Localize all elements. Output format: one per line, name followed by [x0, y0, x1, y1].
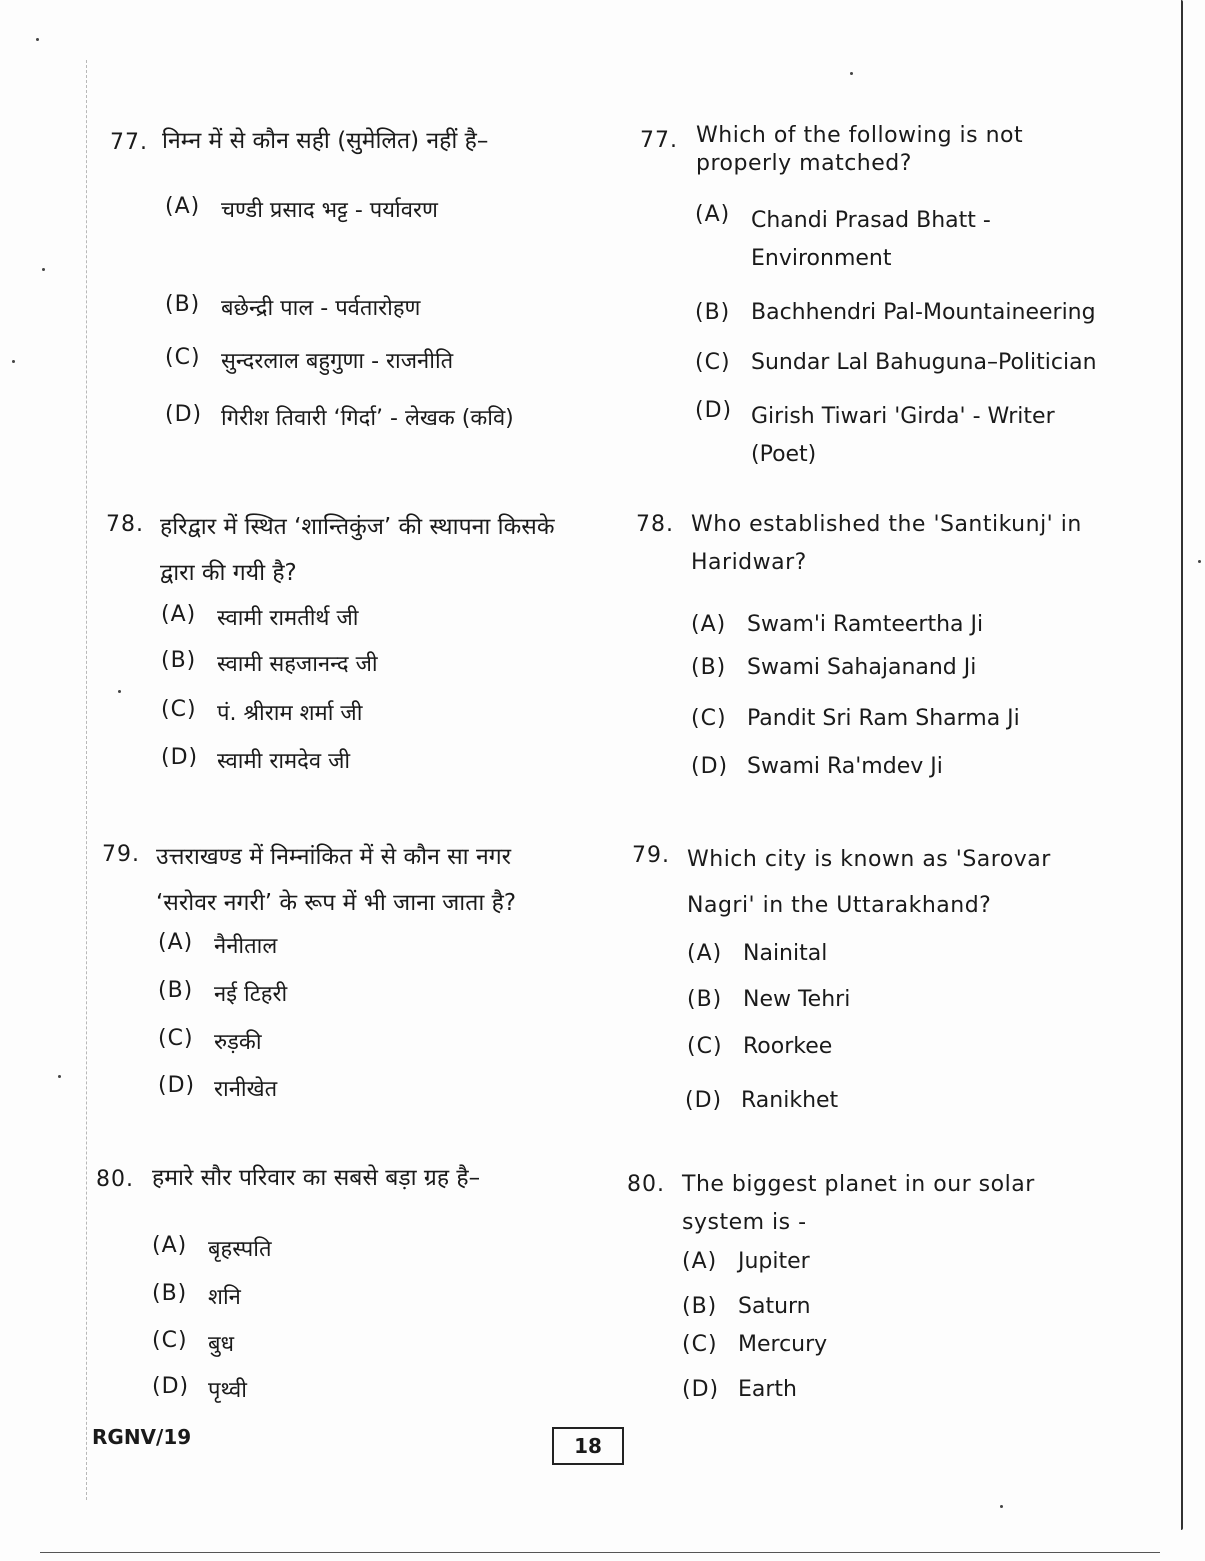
- paper-edge: [1181, 0, 1183, 1530]
- option-letter: (D): [161, 745, 199, 770]
- option-letter: (B): [691, 655, 727, 680]
- option-a[interactable]: [682, 1249, 810, 1274]
- option-letter: (A): [165, 194, 201, 219]
- option-d[interactable]: [152, 1374, 247, 1404]
- option-text: शनि: [208, 1285, 241, 1310]
- question-number: 79.: [632, 843, 670, 868]
- option-letter: (B): [165, 292, 201, 317]
- option-b[interactable]: [161, 648, 378, 678]
- option-c[interactable]: [158, 1026, 262, 1056]
- page-number: 18: [552, 1427, 624, 1465]
- option-d[interactable]: [685, 1088, 838, 1113]
- option-text: गिरीश तिवारी ‘गिर्दा’ - लेखक (कवि): [221, 406, 514, 431]
- option-letter: (D): [691, 754, 729, 779]
- option-text: नई टिहरी: [214, 982, 288, 1007]
- option-letter: (D): [695, 398, 733, 423]
- option-letter: (A): [152, 1233, 188, 1258]
- option-a[interactable]: [687, 941, 827, 966]
- option-text: बृहस्पति: [208, 1237, 272, 1262]
- option-text: रुड़की: [214, 1030, 262, 1055]
- option-b[interactable]: [687, 987, 850, 1012]
- option-text: Jupiter: [738, 1249, 810, 1274]
- question-number: 78.: [636, 512, 674, 537]
- option-letter: (C): [687, 1034, 723, 1059]
- option-text: चण्डी प्रसाद भट्ट - पर्यावरण: [221, 198, 438, 223]
- option-text: Mercury: [738, 1332, 828, 1357]
- option-a[interactable]: [695, 202, 1051, 278]
- option-a[interactable]: [152, 1233, 272, 1263]
- option-text: New Tehri: [743, 987, 851, 1012]
- bottom-rule: [40, 1552, 1160, 1553]
- option-letter: (A): [161, 602, 197, 627]
- option-letter: (C): [152, 1328, 188, 1353]
- option-letter: (A): [158, 930, 194, 955]
- option-letter: (C): [682, 1332, 718, 1357]
- scan-speck: [850, 72, 853, 75]
- question-text: हमारे सौर परिवार का सबसे बड़ा ग्रह है–: [152, 1165, 481, 1191]
- option-text: Earth: [738, 1377, 797, 1402]
- option-b[interactable]: [158, 978, 287, 1008]
- question-text: उत्तराखण्ड में निम्नांकित में से कौन सा नगर ‘सरोवर नगरी’ के रूप में भी जाना जाता है?: [156, 844, 517, 916]
- option-text: Nainital: [743, 941, 828, 966]
- option-text: स्वामी रामदेव जी: [217, 749, 351, 774]
- option-b[interactable]: [682, 1294, 811, 1319]
- option-c[interactable]: [687, 1034, 832, 1059]
- option-text: Swam'i Ramteertha Ji: [747, 612, 984, 637]
- option-letter: (A): [687, 941, 723, 966]
- option-b[interactable]: [152, 1281, 241, 1311]
- option-b[interactable]: [165, 292, 420, 322]
- option-letter: (C): [158, 1026, 194, 1051]
- question-text: Which of the following is not properly matched?: [696, 123, 1024, 176]
- scan-speck: [1000, 1505, 1003, 1508]
- option-text: Saturn: [738, 1294, 811, 1319]
- option-a[interactable]: [691, 612, 983, 637]
- option-text: बुध: [208, 1332, 235, 1357]
- option-text: Ranikhet: [741, 1088, 839, 1113]
- option-text: नैनीताल: [214, 934, 278, 959]
- question-text: Which city is known as 'Sarovar Nagri' in the Uttarakhand?: [687, 847, 1051, 918]
- paper-code: RGNV/19: [92, 1425, 192, 1449]
- question-number: 77.: [640, 128, 678, 153]
- option-text: Swami Sahajanand Ji: [747, 655, 977, 680]
- option-letter: (C): [165, 345, 201, 370]
- scan-speck: [36, 38, 39, 41]
- option-c[interactable]: [161, 697, 362, 727]
- option-text: Roorkee: [743, 1034, 833, 1059]
- question-number: 77.: [110, 130, 148, 155]
- question-number: 80.: [627, 1172, 665, 1197]
- option-letter: (A): [695, 202, 731, 227]
- option-d[interactable]: [691, 754, 943, 779]
- option-text: पं. श्रीराम शर्मा जी: [217, 701, 363, 726]
- option-d[interactable]: [165, 402, 514, 432]
- scan-speck: [58, 1075, 61, 1078]
- question-number: 79.: [102, 842, 140, 867]
- question-text: निम्न में से कौन सही (सुमेलित) नहीं है–: [162, 128, 489, 154]
- option-letter: (B): [158, 978, 194, 1003]
- option-text: सुन्दरलाल बहुगुणा - राजनीति: [221, 349, 454, 374]
- option-text: स्वामी रामतीर्थ जी: [217, 606, 359, 631]
- option-d[interactable]: [158, 1073, 277, 1103]
- scan-speck: [12, 360, 15, 363]
- option-text: Pandit Sri Ram Sharma Ji: [747, 706, 1020, 731]
- option-c[interactable]: [165, 345, 453, 375]
- question-text: The biggest planet in our solar system is -: [682, 1172, 1035, 1235]
- question-number: 78.: [106, 512, 144, 537]
- question-text: हरिद्वार में स्थित ‘शान्तिकुंज’ की स्थापना किसके द्वारा की गयी है?: [160, 514, 555, 586]
- margin-line: [86, 60, 87, 1500]
- option-letter: (C): [161, 697, 197, 722]
- option-text: रानीखेत: [214, 1077, 278, 1102]
- option-letter: (D): [682, 1377, 720, 1402]
- option-d[interactable]: [695, 398, 1091, 474]
- scan-speck: [42, 268, 45, 271]
- option-letter: (C): [695, 350, 731, 375]
- option-letter: (D): [685, 1088, 723, 1113]
- option-text: पृथ्वी: [208, 1378, 247, 1403]
- option-c[interactable]: [152, 1328, 234, 1358]
- option-letter: (B): [695, 300, 731, 325]
- scan-speck: [118, 690, 121, 693]
- option-c[interactable]: [691, 706, 1020, 731]
- option-c[interactable]: [682, 1332, 827, 1357]
- question-text: Who established the 'Santikunj' in Haridwar?: [691, 512, 1082, 575]
- scan-speck: [1198, 560, 1201, 563]
- option-letter: (C): [691, 706, 727, 731]
- option-letter: (B): [682, 1294, 718, 1319]
- option-text: Girish Tiwari 'Girda' - Writer (Poet): [751, 404, 1055, 467]
- option-text: Sundar Lal Bahuguna–Politician: [751, 350, 1097, 375]
- option-d[interactable]: [682, 1377, 797, 1402]
- question-number: 80.: [96, 1167, 134, 1192]
- option-letter: (D): [152, 1374, 190, 1399]
- option-text: बछेन्द्री पाल - पर्वतारोहण: [221, 296, 421, 321]
- option-d[interactable]: [161, 745, 350, 775]
- option-letter: (B): [161, 648, 197, 673]
- option-c[interactable]: [695, 350, 1097, 375]
- option-text: स्वामी सहजानन्द जी: [217, 652, 378, 677]
- option-a[interactable]: [165, 194, 438, 224]
- option-text: Chandi Prasad Bhatt - Environment: [751, 208, 991, 271]
- option-letter: (A): [682, 1249, 718, 1274]
- option-text: Swami Ra'mdev Ji: [747, 754, 943, 779]
- option-b[interactable]: [691, 655, 976, 680]
- option-text: Bachhendri Pal-Mountaineering: [751, 300, 1096, 325]
- option-letter: (B): [687, 987, 723, 1012]
- option-letter: (A): [691, 612, 727, 637]
- option-letter: (D): [165, 402, 203, 427]
- option-b[interactable]: [695, 300, 1096, 325]
- option-a[interactable]: [161, 602, 359, 632]
- option-letter: (D): [158, 1073, 196, 1098]
- option-letter: (B): [152, 1281, 188, 1306]
- option-a[interactable]: [158, 930, 277, 960]
